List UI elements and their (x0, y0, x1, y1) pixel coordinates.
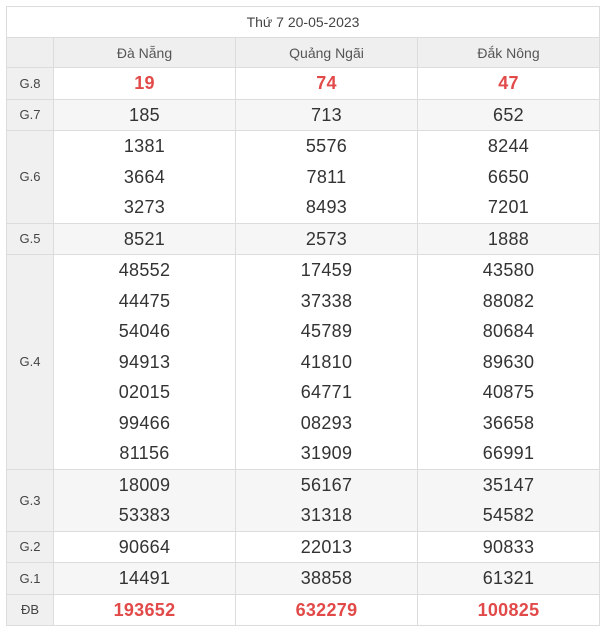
result-number: 53383 (118, 505, 171, 525)
result-number: 80684 (482, 321, 535, 341)
result-number: 1381 (123, 136, 166, 156)
result-number: 02015 (118, 382, 171, 402)
prize-label: ĐB (7, 594, 54, 626)
result-number: 100825 (477, 599, 540, 620)
prize-label: G.8 (7, 68, 54, 100)
result-number: 35147 (482, 474, 535, 495)
result-number: 31318 (300, 505, 353, 525)
result-number: 2573 (305, 228, 348, 249)
prize-row-đb (7, 594, 600, 626)
result-number: 8493 (305, 197, 348, 217)
province-header-quangngai[interactable]: Quảng Ngãi (236, 38, 418, 68)
header-corner (7, 38, 54, 68)
prize-cell (236, 469, 418, 531)
result-number: 56167 (300, 474, 353, 495)
prize-cell (236, 99, 418, 131)
prize-label: G.2 (7, 531, 54, 563)
result-number: 7811 (306, 166, 347, 187)
prize-cell (418, 255, 600, 470)
result-number: 88082 (482, 290, 535, 311)
prize-label: G.1 (7, 563, 54, 595)
prize-cell (54, 223, 236, 255)
result-number: 43580 (482, 260, 535, 280)
prize-cell (418, 68, 600, 100)
result-number: 47 (498, 73, 519, 93)
result-number: 38858 (300, 568, 353, 588)
prize-label: G.5 (7, 223, 54, 255)
province-header-danang[interactable]: Đà Nẵng (54, 38, 236, 68)
prize-cell (236, 594, 418, 626)
prize-cell (418, 99, 600, 131)
prize-cell (236, 68, 418, 100)
result-number: 48552 (118, 260, 171, 280)
result-number: 652 (493, 104, 524, 125)
result-number: 1888 (487, 228, 530, 249)
prize-row-g5 (7, 223, 600, 255)
result-number: 8244 (487, 136, 530, 156)
result-number: 61321 (482, 568, 535, 588)
prize-cell (236, 223, 418, 255)
prize-cell (418, 594, 600, 626)
prize-row-g8 (7, 68, 600, 100)
province-header-daknong[interactable]: Đắk Nông (418, 38, 600, 68)
prize-row-g6 (7, 131, 600, 224)
result-number: 89630 (482, 351, 535, 372)
result-number: 81156 (119, 443, 170, 463)
result-number: 45789 (300, 321, 353, 341)
result-number: 54582 (482, 505, 535, 525)
result-number: 18009 (118, 474, 171, 495)
prize-row-g2 (7, 531, 600, 563)
prize-cell (54, 594, 236, 626)
prize-row-g1 (7, 563, 600, 595)
prize-cell (418, 531, 600, 563)
prize-cell (236, 563, 418, 595)
prize-row-g7 (7, 99, 600, 131)
result-number: 14491 (118, 568, 171, 588)
prize-cell (236, 531, 418, 563)
result-number: 193652 (113, 599, 176, 620)
result-number: 36658 (482, 412, 535, 433)
result-number: 632279 (295, 599, 358, 620)
result-number: 40875 (482, 382, 535, 402)
prize-label: G.4 (7, 255, 54, 470)
results-table-container (6, 6, 599, 626)
prize-cell (54, 469, 236, 531)
result-number: 3664 (123, 166, 166, 187)
result-number: 713 (311, 104, 342, 125)
prize-cell (54, 131, 236, 224)
result-number: 3273 (123, 197, 166, 217)
result-number: 74 (316, 73, 337, 93)
prize-cell (236, 255, 418, 470)
prize-cell (54, 99, 236, 131)
title-row (7, 7, 600, 38)
result-number: 17459 (300, 260, 353, 280)
prize-rows (7, 68, 600, 626)
result-number: 37338 (300, 290, 353, 311)
prize-cell (54, 563, 236, 595)
result-number: 54046 (118, 321, 171, 341)
result-number: 94913 (118, 351, 171, 372)
prize-cell (418, 469, 600, 531)
prize-cell (418, 223, 600, 255)
prize-cell (418, 131, 600, 224)
result-number: 90664 (118, 536, 171, 557)
prize-cell (54, 68, 236, 100)
result-number: 44475 (118, 290, 171, 311)
prize-cell (418, 563, 600, 595)
result-number: 6650 (487, 166, 530, 187)
result-number: 99466 (118, 412, 171, 433)
prize-label: G.7 (7, 99, 54, 131)
result-number: 185 (129, 104, 160, 125)
result-number: 5576 (305, 136, 348, 156)
prize-label: G.6 (7, 131, 54, 224)
draw-date-title: Thứ 7 20-05-2023 (7, 7, 600, 38)
result-number: 19 (134, 73, 155, 93)
result-number: 22013 (300, 536, 353, 557)
province-header-row (7, 38, 600, 68)
prize-cell (236, 131, 418, 224)
prize-label: G.3 (7, 469, 54, 531)
prize-cell (54, 255, 236, 470)
result-number: 8521 (123, 228, 166, 249)
result-number: 41810 (300, 351, 353, 372)
prize-cell (54, 531, 236, 563)
result-number: 90833 (482, 536, 535, 557)
result-number: 66991 (482, 443, 535, 463)
result-number: 31909 (300, 443, 353, 463)
result-number: 7201 (487, 197, 530, 217)
prize-row-g4 (7, 255, 600, 470)
lottery-results-table (6, 6, 600, 626)
prize-row-g3 (7, 469, 600, 531)
result-number: 64771 (300, 382, 353, 402)
result-number: 08293 (300, 412, 353, 433)
